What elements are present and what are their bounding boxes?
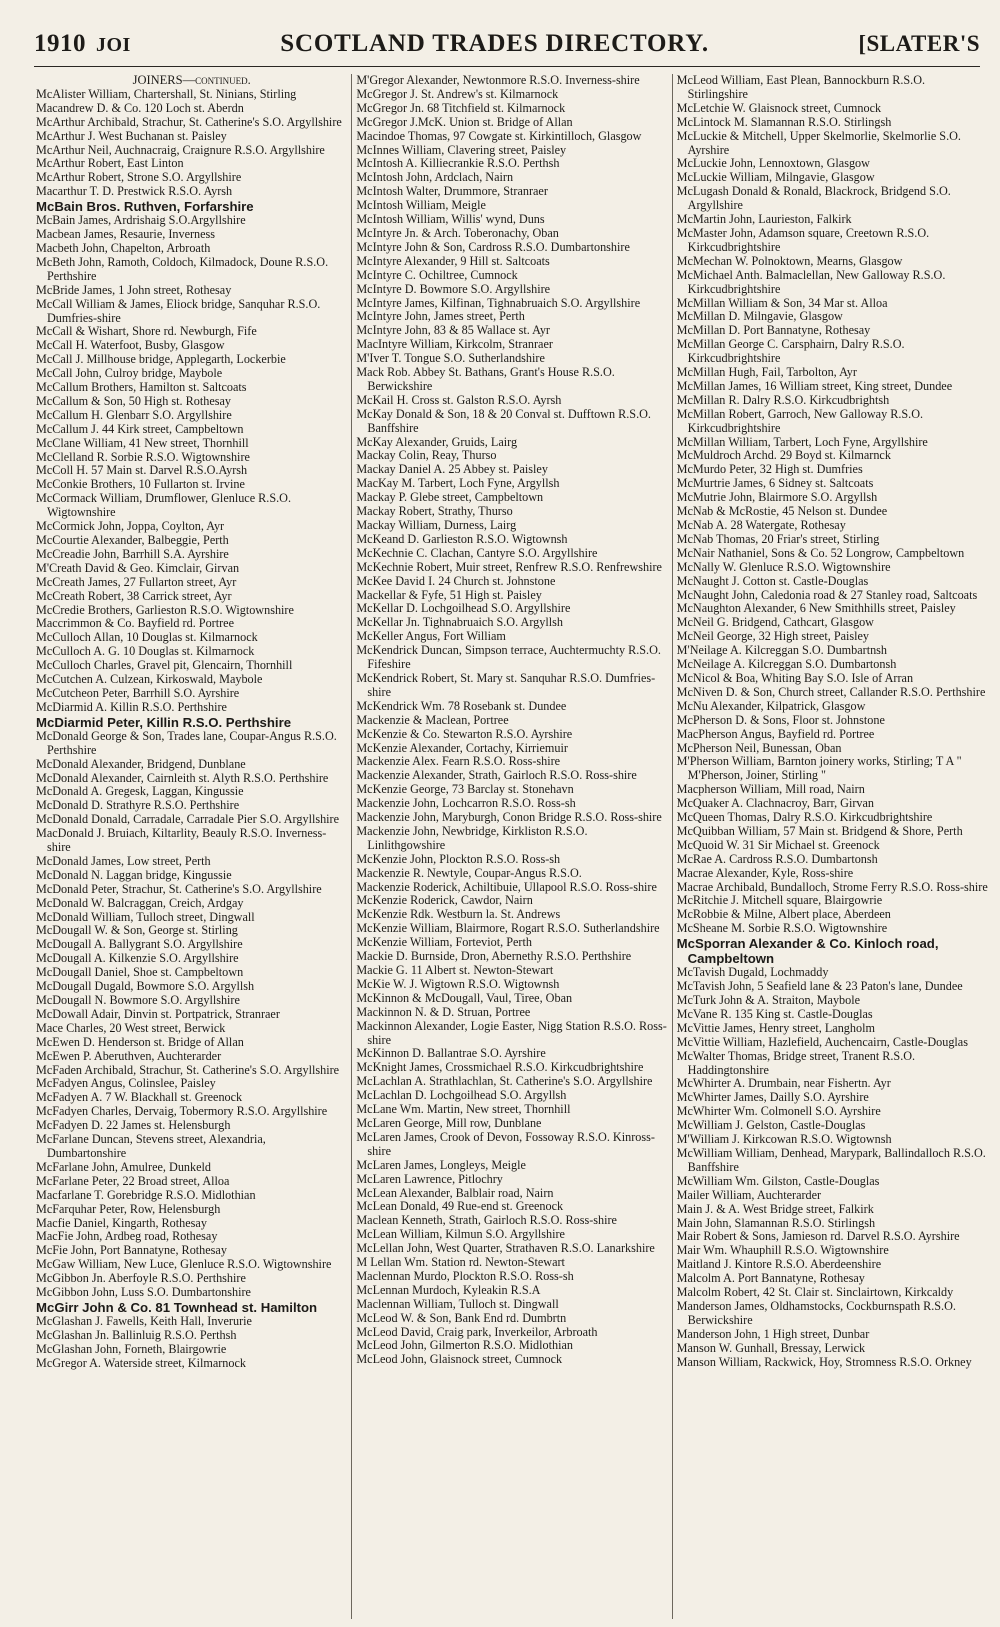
directory-entry: McDowall Adair, Dinvin st. Portpatrick, Stranraer <box>36 1006 280 1021</box>
directory-entry: McKenzie George, 73 Barclay st. Stonehavn <box>356 782 574 797</box>
directory-entry: McMillan Robert, Garroch, New Galloway R.S.O. Kirkcudbrightshire <box>676 406 924 435</box>
directory-entry: McNaught John, Caledonia road & 27 Stanley road, Saltcoats <box>676 587 978 602</box>
directory-entry: McCulloch Allan, 10 Douglas st. Kilmarnock <box>36 630 258 645</box>
directory-entry: M'Gregor Alexander, Newtonmore R.S.O. Inverness-shire <box>356 74 640 87</box>
directory-entry: McCall William & James, Eliock bridge, Sanquhar R.S.O. Dumfries-shire <box>36 296 321 325</box>
directory-entry: McDougall A. Kilkenzie S.O. Argyllshire <box>36 951 239 966</box>
directory-entry: Maclean Kenneth, Strath, Gairloch R.S.O. Ross-shire <box>356 1213 617 1228</box>
directory-entry: McKenzie William, Blairmore, Rogart R.S.O. Sutherlandshire <box>356 921 660 936</box>
directory-entry: Macarthur T. D. Prestwick R.S.O. Ayrsh <box>36 184 233 199</box>
directory-entry: McCallum H. Glenbarr S.O. Argyllshire <box>36 407 232 422</box>
directory-entry: McIntosh William, Willis' wynd, Duns <box>356 212 545 227</box>
directory-entry: McIntyre C. Ochiltree, Cumnock <box>356 267 518 282</box>
directory-entry: Macbeth John, Chapelton, Arbroath <box>36 240 211 255</box>
directory-entry: McDougall W. & Son, George st. Stirling <box>36 923 238 938</box>
directory-entry: McIntyre Alexander, 9 Hill st. Saltcoats <box>356 253 550 268</box>
directory-entry: McFarquhar Peter, Row, Helensburgh <box>36 1201 221 1216</box>
directory-entry: McLaren James, Longleys, Meigle <box>356 1157 526 1172</box>
directory-entry: Mackinnon Alexander, Logie Easter, Nigg Station R.S.O. Ross-shire <box>356 1018 667 1047</box>
directory-entry: McFarlane John, Amulree, Dunkeld <box>36 1159 211 1174</box>
directory-entry: McKenzie Rdk. Westburn la. St. Andrews <box>356 907 561 922</box>
directory-entry: McMurtrie James, 6 Sidney st. Saltcoats <box>676 476 874 491</box>
directory-entry: McLane Wm. Martin, New street, Thornhill <box>356 1102 571 1117</box>
directory-entry: Mackay William, Durness, Lairg <box>356 518 517 532</box>
directory-entry: McCallum J. 44 Kirk street, Campbeltown <box>36 421 244 436</box>
directory-entry: McDonald James, Low street, Perth <box>36 853 211 868</box>
directory-entry: McGregor Jn. 68 Titchfield st. Kilmarnock <box>356 100 566 115</box>
directory-entry: Mackie D. Burnside, Dron, Abernethy R.S.O. Perthshire <box>356 949 632 964</box>
directory-entry: Mackenzie John, Lochcarron R.S.O. Ross-sh <box>356 796 576 811</box>
directory-entry: McBride James, 1 John street, Rothesay <box>36 282 232 297</box>
directory-entry: Mackay Daniel A. 25 Abbey st. Paisley <box>356 462 548 477</box>
directory-entry: Macrae Archibald, Bundalloch, Strome Ferry R.S.O. Ross-shire <box>676 879 988 894</box>
directory-entry: McBeth John, Ramoth, Coldoch, Kilmadock, Doune R.S.O. Perthshire <box>36 254 329 283</box>
directory-entry: McDonald W. Balcraggan, Creich, Ardgay <box>36 895 244 910</box>
directory-entry: MacFie John, Ardbeg road, Rothesay <box>36 1229 218 1244</box>
directory-entry: McKechnie C. Clachan, Cantyre S.O. Argyllshire <box>356 545 598 560</box>
directory-entry: McDougall A. Ballygrant S.O. Argyllshire <box>36 937 243 952</box>
directory-entry: McKinnon & McDougall, Vaul, Tiree, Oban <box>356 990 573 1005</box>
directory-entry: McRae A. Cardross R.S.O. Dumbartonsh <box>676 851 878 866</box>
directory-entry: McLennan Murdoch, Kyleakin R.S.A <box>356 1282 541 1297</box>
directory-entry: McEwen D. Henderson st. Bridge of Allan <box>36 1034 244 1049</box>
column-2 <box>351 74 671 1619</box>
directory-entry: McIntyre John & Son, Cardross R.S.O. Dumbartonshire <box>356 239 630 254</box>
directory-entry: McDougall Daniel, Shoe st. Campbeltown <box>36 965 244 980</box>
directory-entry: McCourtie Alexander, Balbeggie, Perth <box>36 533 229 547</box>
directory-entry: Mackenzie John, Newbridge, Kirkliston R.S.O. Linlithgowshire <box>356 823 588 852</box>
directory-entry: Mackie G. 11 Albert st. Newton-Stewart <box>356 963 554 977</box>
directory-entry: McMurdo Peter, 32 High st. Dumfries <box>676 462 863 477</box>
directory-entry: McNicol & Boa, Whiting Bay S.O. Isle of Arran <box>676 670 914 685</box>
directory-entry: McLeod John, Glaisnock street, Cumnock <box>356 1352 563 1367</box>
directory-entry: McNeil G. Bridgend, Cathcart, Glasgow <box>676 615 874 630</box>
directory-entry: McFaden Archibald, Strachur, St. Catherine's S.O. Argyllshire <box>36 1062 340 1077</box>
directory-entry: McIntyre D. Bowmore S.O. Argyllshire <box>356 281 551 296</box>
directory-entry: McConkie Brothers, 10 Fullarton st. Irvine <box>36 477 245 492</box>
directory-entry: McKay Donald & Son, 18 & 20 Conval st. Dufftown R.S.O. Banffshire <box>356 406 651 435</box>
directory-entry: McDonald Donald, Carradale, Carradale Pier S.O. Argyllshire <box>36 812 340 827</box>
directory-entry: McKie W. J. Wigtown R.S.O. Wigtownsh <box>356 976 560 991</box>
directory-entry: Mackenzie & Maclean, Portree <box>356 712 509 727</box>
directory-entry: McLachlan A. Strathlachlan, St. Catherine's S.O. Argyllshire <box>356 1074 653 1089</box>
directory-entry: McMillan George C. Carsphairn, Dalry R.S.O. Kirkcudbrightshire <box>676 337 905 366</box>
publisher-name: [SLATER'S <box>858 31 980 56</box>
directory-entry: McMutrie John, Blairmore S.O. Argyllsh <box>676 490 878 505</box>
directory-entry: McFadyen Charles, Dervaig, Tobermory R.S.O. Argyllshire <box>36 1104 328 1119</box>
directory-entry: Manson W. Gunhall, Bressay, Lerwick <box>676 1340 866 1355</box>
directory-entry: McLaren George, Mill row, Dunblane <box>356 1115 542 1130</box>
directory-entry: McWilliam Wm. Gilston, Castle-Douglas <box>676 1173 880 1188</box>
directory-entry: McKendrick Duncan, Simpson terrace, Auchtermuchty R.S.O. Fifeshire <box>356 643 661 672</box>
directory-entry: McKinnon D. Ballantrae S.O. Ayrshire <box>356 1046 546 1061</box>
directory-entry: McCulloch Charles, Gravel pit, Glencairn, Thornhill <box>36 658 293 673</box>
directory-entry: McGaw William, New Luce, Glenluce R.S.O. Wigtownshire <box>36 1257 332 1272</box>
directory-entry: McVane R. 135 King st. Castle-Douglas <box>676 1006 873 1021</box>
page-header <box>34 30 980 67</box>
directory-entry: McVittie William, Hazlefield, Auchencairn, Castle-Douglas <box>676 1034 968 1049</box>
directory-entry: McKenzie John, Plockton R.S.O. Ross-sh <box>356 851 561 866</box>
directory-entry: McInnes William, Clavering street, Paisley <box>356 142 567 157</box>
directory-entry: McNaught J. Cotton st. Castle-Douglas <box>676 573 869 588</box>
directory-entry: M'Pherson William, Barnton joinery works, Stirling; T A " M'Pherson, Joiner, Stirling " <box>676 754 962 783</box>
directory-entry: McArthur Robert, East Linton <box>36 156 184 171</box>
directory-entry: McDiarmid A. Killin R.S.O. Perthshire <box>36 699 227 714</box>
directory-entry: McLintock M. Slamannan R.S.O. Stirlingsh <box>676 114 892 129</box>
directory-entry: McMechan W. Polnoktown, Mearns, Glasgow <box>676 253 903 268</box>
directory-entry: McWhirter James, Dailly S.O. Ayrshire <box>676 1090 869 1105</box>
directory-entry: McKee David I. 24 Church st. Johnstone <box>356 573 556 588</box>
directory-entry: Mackenzie Alexander, Strath, Gairloch R.S.O. Ross-shire <box>356 768 637 783</box>
directory-entry: McIntyre James, Kilfinan, Tighnabruaich S.O. Argyllshire <box>356 295 641 310</box>
directory-entry: McClane William, 41 New street, Thornhill <box>36 435 249 450</box>
page-number: 1910 <box>34 30 86 57</box>
directory-entry: McRobbie & Milne, Albert place, Aberdeen <box>676 907 891 922</box>
directory-entry: McLuckie John, Lennoxtown, Glasgow <box>676 156 870 171</box>
directory-entry: McWhirter Wm. Colmonell S.O. Ayrshire <box>676 1104 881 1119</box>
directory-entry: M'Neilage A. Kilcreggan S.O. Dumbartnsh <box>676 643 888 658</box>
directory-entry: McIntyre John, James street, Perth <box>356 309 525 324</box>
directory-entry: McNab Thomas, 20 Friar's street, Stirling <box>676 531 880 546</box>
directory-entry: McWilliam William, Denhead, Marypark, Ballindalloch R.S.O. Banffshire <box>676 1145 986 1174</box>
directory-entry: McQueen Thomas, Dalry R.S.O. Kirkcudbrightshire <box>676 810 933 825</box>
directory-entry: McMillan William, Tarbert, Loch Fyne, Argyllshire <box>676 434 928 449</box>
directory-entry: McGirr John & Co. 81 Townhead st. Hamilton <box>36 1299 318 1315</box>
directory-entry: McCredie Brothers, Garlieston R.S.O. Wigtownshire <box>36 602 294 617</box>
directory-entry: McMillan Hugh, Fail, Tarbolton, Ayr <box>676 365 857 380</box>
directory-entry: McLaren James, Crook of Devon, Fossoway R.S.O. Kinross-shire <box>356 1129 655 1158</box>
directory-entry: McMichael Anth. Balmaclellan, New Galloway R.S.O. Kirkcudbrightshire <box>676 267 946 296</box>
directory-entry: McFarlane Peter, 22 Broad street, Alloa <box>36 1173 230 1188</box>
directory-columns <box>32 74 992 1619</box>
directory-entry: McCallum & Son, 50 High st. Rothesay <box>36 393 231 408</box>
directory-entry: MacIntyre William, Kirkcolm, Stranraer <box>356 337 553 352</box>
directory-entry: McLeod William, East Plean, Bannockburn R.S.O. Stirlingshire <box>676 74 926 101</box>
directory-entry: McFadyen A. 7 W. Blackhall st. Greenock <box>36 1090 243 1105</box>
directory-entry: Main J. & A. West Bridge street, Falkirk <box>676 1201 874 1216</box>
directory-entry: Mackenzie Alex. Fearn R.S.O. Ross-shire <box>356 754 561 769</box>
directory-entry: McDiarmid Peter, Killin R.S.O. Perthshire <box>36 714 292 730</box>
directory-entry: McNeilage A. Kilcreggan S.O. Dumbartonsh <box>676 657 897 672</box>
section-heading: JOINERS—continued. <box>132 74 251 87</box>
directory-entry: McQuibban William, 57 Main st. Bridgend & Shore, Perth <box>676 823 963 838</box>
directory-entry: McPherson D. & Sons, Floor st. Johnstone <box>676 712 885 727</box>
directory-entry: Mailer William, Auchterarder <box>676 1187 822 1202</box>
directory-entry: Mackay Colin, Reay, Thurso <box>356 448 497 463</box>
directory-entry: Maclennan William, Tulloch st. Dingwall <box>356 1296 559 1311</box>
directory-entry: McGibbon Jn. Aberfoyle R.S.O. Perthshire <box>36 1271 246 1286</box>
directory-entry: McCreadie John, Barrhill S.A. Ayrshire <box>36 546 229 561</box>
directory-entry: McGibbon John, Luss S.O. Dumbartonshire <box>36 1285 251 1300</box>
directory-entry: Macbean James, Resaurie, Inverness <box>36 227 216 242</box>
directory-entry: McDonald D. Strathyre R.S.O. Perthshire <box>36 798 240 813</box>
directory-entry: McLuckie William, Milngavie, Glasgow <box>676 170 875 185</box>
directory-entry: McFie John, Port Bannatyne, Rothesay <box>36 1243 227 1258</box>
directory-entry: McLean William, Kilmun S.O. Argyllshire <box>356 1227 565 1242</box>
directory-entry: McArthur Archibald, Strachur, St. Catherine's S.O. Argyllshire <box>36 114 342 129</box>
directory-entry: McKendrick Wm. 78 Rosebank st. Dundee <box>356 698 567 713</box>
directory-entry: McCall John, Culroy bridge, Maybole <box>36 366 223 381</box>
directory-entry: McRitchie J. Mitchell square, Blairgowrie <box>676 893 883 908</box>
directory-entry: Maclennan Murdo, Plockton R.S.O. Ross-sh <box>356 1268 574 1283</box>
directory-entry: Malcolm A. Port Bannatyne, Rothesay <box>676 1271 865 1286</box>
directory-entry: McTavish John, 5 Seafield lane & 23 Paton's lane, Dundee <box>676 979 963 994</box>
directory-entry: McCreath James, 27 Fullarton street, Ayr <box>36 574 237 589</box>
directory-entry: McMuldroch Archd. 29 Boyd st. Kilmarnck <box>676 448 891 463</box>
directory-entry: McTavish Dugald, Lochmaddy <box>676 965 829 980</box>
directory-entry: McKellar Jn. Tighnabruaich S.O. Argyllsh <box>356 615 563 630</box>
page-number-block <box>34 30 131 58</box>
directory-entry: McMillan R. Dalry R.S.O. Kirkcudbrightsh <box>676 392 890 407</box>
directory-entry: McBain Bros. Ruthven, Forfarshire <box>36 199 254 215</box>
directory-entry: McDonald Peter, Strachur, St. Catherine's S.O. Argyllshire <box>36 881 322 896</box>
directory-entry: McCormick John, Joppa, Coylton, Ayr <box>36 519 225 534</box>
directory-entry: McLachlan D. Lochgoilhead S.O. Argyllsh <box>356 1088 567 1103</box>
directory-entry: McIntyre Jn. & Arch. Toberonachy, Oban <box>356 225 559 240</box>
directory-entry: McPherson Neil, Bunessan, Oban <box>676 740 842 755</box>
directory-entry: McDougall Dugald, Bowmore S.O. Argyllsh <box>36 979 255 994</box>
directory-entry: McLetchie W. Glaisnock street, Cumnock <box>676 100 882 115</box>
directory-entry: McVittie James, Henry street, Langholm <box>676 1020 875 1035</box>
directory-entry: McNu Alexander, Kilpatrick, Glasgow <box>676 698 866 713</box>
directory-entry: McQuaker A. Clachnacroy, Barr, Girvan <box>676 796 875 811</box>
directory-entry: McNab A. 28 Watergate, Rothesay <box>676 518 846 532</box>
directory-entry: McLugash Donald & Ronald, Blackrock, Bridgend S.O. Argyllshire <box>676 184 951 213</box>
directory-entry: McIntosh Walter, Drummore, Stranraer <box>356 184 548 199</box>
directory-entry: McArthur J. West Buchanan st. Paisley <box>36 128 227 143</box>
directory-entry: Maitland J. Kintore R.S.O. Aberdeenshire <box>676 1257 882 1272</box>
directory-entry: McCall H. Waterfoot, Busby, Glasgow <box>36 338 225 353</box>
directory-entry: McSporran Alexander & Co. Kinloch road, Campbeltown <box>676 936 939 967</box>
directory-entry: Mackellar & Fyfe, 51 High st. Paisley <box>356 587 542 602</box>
directory-entry: McLaren Lawrence, Pitlochry <box>356 1171 503 1186</box>
directory-entry: McWhirter A. Drumbain, near Fishertn. Ayr <box>676 1076 891 1091</box>
directory-entry: Mackenzie John, Maryburgh, Conon Bridge R.S.O. Ross-shire <box>356 810 662 825</box>
directory-entry: McCall & Wishart, Shore rd. Newburgh, Fife <box>36 324 257 339</box>
directory-entry: McLeod W. & Son, Bank End rd. Dumbrtn <box>356 1310 567 1325</box>
directory-entry: McKeller Angus, Fort William <box>356 629 506 644</box>
directory-entry: MacPherson Angus, Bayfield rd. Portree <box>676 726 875 741</box>
directory-entry: McLeod John, Gilmerton R.S.O. Midlothian <box>356 1338 573 1353</box>
directory-entry: McKechnie Robert, Muir street, Renfrew R.S.O. Renfrewshire <box>356 559 662 574</box>
directory-entry: McFadyen Angus, Colinslee, Paisley <box>36 1076 216 1091</box>
directory-entry: Mair Robert & Sons, Jamieson rd. Darvel R.S.O. Ayrshire <box>676 1229 960 1244</box>
directory-entry: McMillan D. Milngavie, Glasgow <box>676 309 843 324</box>
directory-entry: McCreath Robert, 38 Carrick street, Ayr <box>36 588 232 603</box>
column-3 <box>672 74 992 1619</box>
directory-entry: McCutcheon Peter, Barrhill S.O. Ayrshire <box>36 685 240 700</box>
directory-entry: McKenzie & Co. Stewarton R.S.O. Ayrshire <box>356 726 573 741</box>
directory-entry: Macandrew D. & Co. 120 Loch st. Aberdn <box>36 100 244 115</box>
directory-entry: McMaster John, Adamson square, Creetown R.S.O. Kirkcudbrightshire <box>676 225 930 254</box>
directory-entry: McNab & McRostie, 45 Nelson st. Dundee <box>676 504 888 519</box>
directory-entry: McMillan William & Son, 34 Mar st. Alloa <box>676 295 888 310</box>
directory-entry: McDonald Alexander, Bridgend, Dunblane <box>36 756 246 771</box>
directory-entry: McGlashan John, Forneth, Blairgowrie <box>36 1341 227 1356</box>
directory-entry: McNiven D. & Son, Church street, Callander R.S.O. Perthshire <box>676 684 986 699</box>
directory-entry: McNaughton Alexander, 6 New Smithhills street, Paisley <box>676 601 956 616</box>
directory-entry: McGlashan J. Fawells, Keith Hall, Inverurie <box>36 1313 252 1328</box>
directory-entry: McIntosh William, Meigle <box>356 198 486 213</box>
directory-entry: McDonald William, Tulloch street, Dingwall <box>36 909 255 924</box>
directory-entry: McKenzie Roderick, Cawdor, Nairn <box>356 893 533 908</box>
directory-entry: McNair Nathaniel, Sons & Co. 52 Longrow, Campbeltown <box>676 545 965 560</box>
directory-entry: MacKay M. Tarbert, Loch Fyne, Argyllsh <box>356 476 560 491</box>
directory-entry: McLean Alexander, Balblair road, Nairn <box>356 1185 554 1200</box>
directory-entry: Malcolm Robert, 42 St. Clair st. Sinclairtown, Kirkcaldy <box>676 1285 954 1300</box>
directory-entry: McKenzie William, Forteviot, Perth <box>356 935 532 950</box>
directory-entry: McCormack William, Drumflower, Glenluce R.S.O. Wigtownshire <box>36 491 292 520</box>
directory-entry: M'Iver T. Tongue S.O. Sutherlandshire <box>356 351 545 366</box>
directory-entry: McIntyre John, 83 & 85 Wallace st. Ayr <box>356 323 550 338</box>
directory-entry: McKendrick Robert, St. Mary st. Sanquhar R.S.O. Dumfries-shire <box>356 670 656 699</box>
directory-entry: Mackay Robert, Strathy, Thurso <box>356 504 513 519</box>
directory-entry: McCutchen A. Culzean, Kirkoswald, Maybole <box>36 672 263 687</box>
directory-entry: Macfie Daniel, Kingarth, Rothesay <box>36 1215 207 1230</box>
directory-entry: McMartin John, Laurieston, Falkirk <box>676 212 852 227</box>
directory-entry: McWilliam J. Gelston, Castle-Douglas <box>676 1118 866 1133</box>
directory-entry: McBain James, Ardrishaig S.O.Argyllshire <box>36 213 246 228</box>
directory-entry: McDougall N. Bowmore S.O. Argyllshire <box>36 993 240 1007</box>
directory-entry: Mair Wm. Whauphill R.S.O. Wigtownshire <box>676 1243 889 1258</box>
directory-entry: McLeod David, Craig park, Inverkeilor, Arbroath <box>356 1324 598 1339</box>
directory-entry: McCall J. Millhouse bridge, Applegarth, Lockerbie <box>36 352 286 367</box>
directory-entry: McSheane M. Sorbie R.S.O. Wigtownshire <box>676 921 888 936</box>
directory-entry: McLuckie & Mitchell, Upper Skelmorlie, Skelmorlie S.O. Ayrshire <box>676 128 961 157</box>
page-title: SCOTLAND TRADES DIRECTORY. <box>280 30 709 57</box>
directory-entry: McKeand D. Garlieston R.S.O. Wigtownsh <box>356 531 568 546</box>
directory-entry: McArthur Neil, Auchnacraig, Craignure R.S.O. Argyllshire <box>36 142 325 157</box>
directory-entry: McNally W. Glenluce R.S.O. Wigtownshire <box>676 559 891 574</box>
directory-entry: McKay Alexander, Gruids, Lairg <box>356 434 518 449</box>
directory-entry: McWalter Thomas, Bridge street, Tranent R.S.O. Haddingtonshire <box>676 1048 916 1077</box>
directory-entry: Macindoe Thomas, 97 Cowgate st. Kirkintilloch, Glasgow <box>356 128 642 143</box>
directory-entry: McClelland R. Sorbie R.S.O. Wigtownshire <box>36 449 250 464</box>
directory-entry: McIntosh A. Killiecrankie R.S.O. Perthsh <box>356 156 560 171</box>
directory-entry: McKenzie Alexander, Cortachy, Kirriemuir <box>356 740 568 755</box>
directory-entry: McGregor A. Waterside street, Kilmarnock <box>36 1355 246 1370</box>
directory-entry: McQuoid W. 31 Sir Michael st. Greenock <box>676 837 880 852</box>
directory-entry: McLellan John, West Quarter, Strathaven R.S.O. Lanarkshire <box>356 1241 655 1256</box>
directory-entry: Manson William, Rackwick, Hoy, Stromness R.S.O. Orkney <box>676 1354 972 1369</box>
directory-entry: McGregor J. St. Andrew's st. Kilmarnock <box>356 86 559 101</box>
directory-entry: Macfarlane T. Gorebridge R.S.O. Midlothian <box>36 1187 256 1202</box>
directory-entry: McDonald A. Gregesk, Laggan, Kingussie <box>36 784 244 799</box>
directory-entry: Mackinnon N. & D. Struan, Portree <box>356 1004 531 1019</box>
directory-entry: McMillan James, 16 William street, King street, Dundee <box>676 378 953 393</box>
section-abbrev: JOI <box>96 34 131 56</box>
directory-entry: M Lellan Wm. Station rd. Newton-Stewart <box>356 1255 565 1270</box>
directory-entry: McDonald George & Son, Trades lane, Coupar-Angus R.S.O. Perthshire <box>36 728 337 757</box>
directory-entry: Manderson John, 1 High street, Dunbar <box>676 1326 870 1341</box>
directory-entry: McColl H. 57 Main st. Darvel R.S.O.Ayrsh <box>36 463 248 478</box>
directory-entry: McLean Donald, 49 Rue-end st. Greenock <box>356 1199 564 1214</box>
directory-entry: Mackay P. Glebe street, Campbeltown <box>356 490 544 505</box>
directory-entry: McMillan D. Port Bannatyne, Rothesay <box>676 323 871 338</box>
directory-entry: Mackenzie Roderick, Achiltibuie, Ullapool R.S.O. Ross-shire <box>356 879 657 894</box>
directory-entry: McEwen P. Aberuthven, Auchterarder <box>36 1048 222 1063</box>
directory-entry: McAlister William, Chartershall, St. Ninians, Stirling <box>36 86 297 101</box>
directory-entry: Mace Charles, 20 West street, Berwick <box>36 1020 226 1035</box>
directory-entry: McCallum Brothers, Hamilton st. Saltcoats <box>36 380 247 395</box>
directory-entry: McGregor J.McK. Union st. Bridge of Allan <box>356 114 573 129</box>
directory-entry: McTurk John & A. Straiton, Maybole <box>676 993 861 1007</box>
directory-entry: Mack Rob. Abbey St. Bathans, Grant's House R.S.O. Berwickshire <box>356 365 615 393</box>
directory-entry: McCulloch A. G. 10 Douglas st. Kilmarnock <box>36 644 255 659</box>
directory-entry: McKail H. Cross st. Galston R.S.O. Ayrsh <box>356 392 562 407</box>
directory-entry: McArthur Robert, Strone S.O. Argyllshire <box>36 170 242 185</box>
directory-entry: McFarlane Duncan, Stevens street, Alexandria, Dumbartonshire <box>36 1132 266 1160</box>
directory-entry: McKellar D. Lochgoilhead S.O. Argyllshire <box>356 601 571 616</box>
directory-entry: M'Creath David & Geo. Kimclair, Girvan <box>36 560 240 575</box>
directory-entry: Main John, Slamannan R.S.O. Stirlingsh <box>676 1215 876 1230</box>
directory-entry: MacDonald J. Bruiach, Kiltarlity, Beauly R.S.O. Inverness-shire <box>36 826 327 855</box>
directory-entry: McDonald Alexander, Cairnleith st. Alyth R.S.O. Perthshire <box>36 770 329 785</box>
directory-entry: Manderson James, Oldhamstocks, Cockburnspath R.S.O. Berwickshire <box>676 1298 956 1327</box>
directory-entry: McGlashan Jn. Ballinluig R.S.O. Perthsh <box>36 1327 237 1342</box>
directory-entry: McKnight James, Crossmichael R.S.O. Kirkcudbrightshire <box>356 1060 644 1075</box>
directory-entry: Mackenzie R. Newtyle, Coupar-Angus R.S.O. <box>356 865 582 880</box>
directory-entry: Maccrimmon & Co. Bayfield rd. Portree <box>36 616 234 631</box>
directory-entry: Macrae Alexander, Kyle, Ross-shire <box>676 865 854 880</box>
directory-entry: McNeil George, 32 High street, Paisley <box>676 629 870 644</box>
column-1 <box>32 74 351 1619</box>
directory-entry: Macpherson William, Mill road, Nairn <box>676 782 865 797</box>
directory-entry: M'William J. Kirkcowan R.S.O. Wigtownsh <box>676 1132 892 1147</box>
directory-entry: McDonald N. Laggan bridge, Kingussie <box>36 867 232 882</box>
directory-entry: McFadyen D. 22 James st. Helensburgh <box>36 1118 231 1133</box>
directory-entry: McIntosh John, Ardclach, Nairn <box>356 170 514 185</box>
